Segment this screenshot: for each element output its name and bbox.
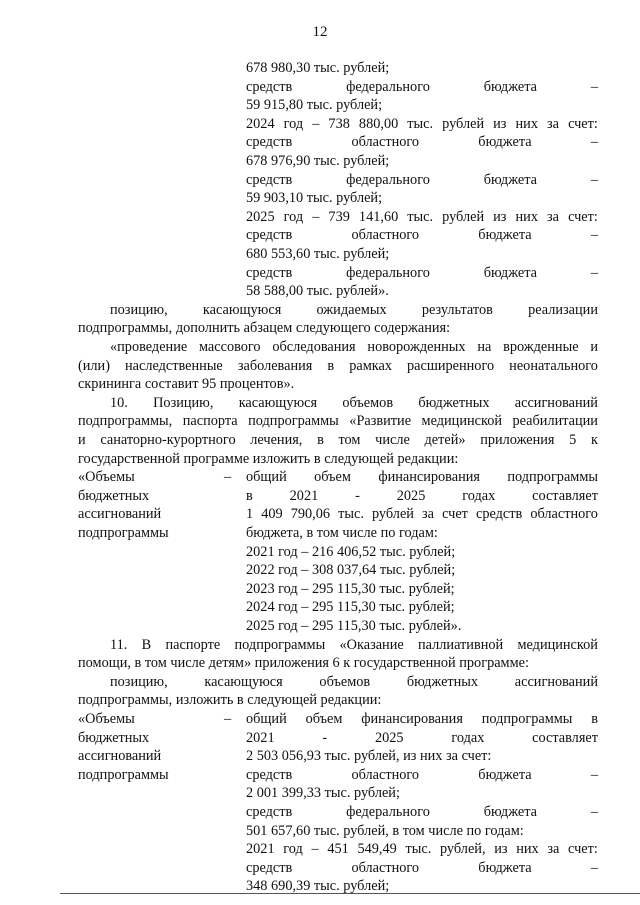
table1-value-line: бюджета, в том числе по годам: [246,525,438,541]
item11-line: 11. В паспорте подпрограммы «Оказание паллиативной медицинской [110,636,598,653]
table1-value-line: 2025 год – 295 115,30 тыс. рублей». [246,618,462,634]
top-block-line: 2025 год – 739 141,60 тыс. рублей из них за счет: [246,208,598,225]
screening-paragraph-line: скрининга составит 95 процентов». [78,376,295,393]
table2-label-line: подпрограммы [78,766,169,783]
table2-value-line: 2021 год – 451 549,49 тыс. рублей, из них за счет: [246,841,598,858]
table2-label-line: бюджетных [78,729,150,746]
top-block-line: 678 980,30 тыс. рублей; [246,60,390,76]
table1-label-line: бюджетных [78,487,150,504]
table2-value-line: средств областного бюджета – [246,859,598,876]
top-block-line: 59 903,10 тыс. рублей; [246,190,383,207]
table2-value-line: 348 690,39 тыс. рублей; [246,878,390,895]
table2-value-line: средств федерального бюджета – [246,804,598,820]
table2-value-line: 2 503 056,93 тыс. рублей, из них за счет: [246,748,492,765]
table1-value-line: 1 409 790,06 тыс. рублей за счет средств областного [246,506,598,523]
table2-dash: – [224,711,232,727]
table1-value-line: 2021 год – 216 406,52 тыс. рублей; [246,543,456,560]
top-block-line: средств областного бюджета – [246,134,598,151]
table1-dash: – [224,469,232,486]
table2-value-line: 2021 - 2025 годах составляет [246,729,598,746]
page-number: 12 [312,24,328,40]
item10-line: подпрограммы, паспорта подпрограммы «Развитие медицинской реабилитации [78,413,598,430]
table2-value-line: 2 001 399,33 тыс. рублей; [246,785,400,802]
item10-line: 10. Позицию, касающуюся объемов бюджетных ассигнований [110,394,598,411]
table2-label-line: «Объемы [78,711,135,727]
page-bottom-rule [60,893,640,894]
results-paragraph-line: позицию, касающуюся ожидаемых результатов реализации [110,301,598,318]
results-paragraph-line: подпрограммы, дополнить абзацем следующего содержания: [78,320,451,337]
top-block-line: 680 553,60 тыс. рублей; [246,246,390,262]
position-paragraph-line: подпрограммы, изложить в следующей редакции: [78,692,382,709]
table1-label-line: подпрограммы [78,525,169,541]
top-block-line: 2024 год – 738 880,00 тыс. рублей из них за счет: [246,115,598,132]
top-block-line: средств федерального бюджета – [246,78,598,95]
top-block-line: средств областного бюджета – [246,227,598,244]
table1-value-line: 2023 год – 295 115,30 тыс. рублей; [246,580,455,597]
top-block-line: 59 915,80 тыс. рублей; [246,97,383,114]
table2-label-line: ассигнований [78,748,162,765]
table1-value-line: в 2021 - 2025 годах составляет [246,487,598,504]
table1-label-line: «Объемы [78,469,135,486]
top-block-line: 58 588,00 тыс. рублей». [246,283,389,300]
screening-paragraph-line: «проведение массового обследования новорожденных на врожденные и [110,339,598,355]
item10-line: государственной программе изложить в следующей редакции: [78,450,459,467]
top-block-line: средств федерального бюджета – [246,171,598,188]
item10-line: и санаторно-курортного лечения, в том числе детей» приложения 5 к [78,432,598,448]
table2-value-line: общий объем финансирования подпрограммы в [246,711,598,727]
item11-line: помощи, в том числе детям» приложения 6 к государственной программе: [78,655,529,672]
table1-value-line: 2024 год – 295 115,30 тыс. рублей; [246,599,455,616]
table2-value-line: средств областного бюджета – [246,766,598,783]
table1-label-line: ассигнований [78,506,162,523]
top-block-line: 678 976,90 тыс. рублей; [246,153,390,169]
table1-value-line: 2022 год – 308 037,64 тыс. рублей; [246,562,456,579]
top-block-line: средств федерального бюджета – [246,264,598,281]
position-paragraph-line: позицию, касающуюся объемов бюджетных ассигнований [110,673,598,690]
table2-value-line: 501 657,60 тыс. рублей, в том числе по годам: [246,822,524,839]
screening-paragraph-line: (или) наследственные заболевания в рамках расширенного неонатального [78,357,598,374]
table1-value-line: общий объем финансирования подпрограммы [246,469,598,486]
